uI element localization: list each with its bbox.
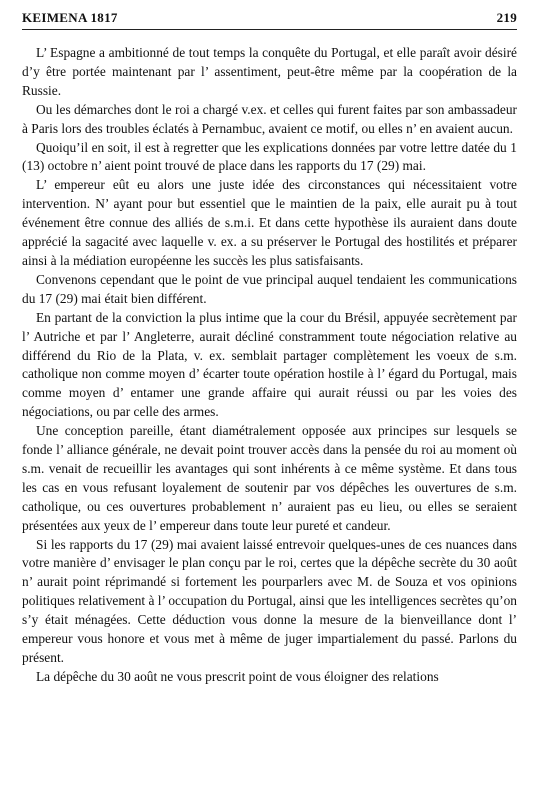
paragraph: La dépêche du 30 août ne vous prescrit point de vous éloigner des relations: [36, 668, 439, 684]
page-number: 219: [496, 10, 517, 25]
paragraph: Si les rapports du 17 (29) mai avaient laissé entrevoir quelques-unes de ces nuances dans votre manière d’ envisager le plan conçu par le roi, certes que la dépêche secrète du 30 août n’ aurait point réprimandé si fortement les pourparlers avec M. de Souza et vos opinions politiques relativement à l’ occupation du Portugal, ainsi que les intelligences secrètes qu’on s’y était ménagées. Cette déduction vous donne la mesure de la bienveillance dont l’ empereur vous honore et vous met à même de juger impartialement du passé. Parlons du présent.: [22, 536, 517, 665]
document-page: [22, 10, 517, 687]
body-text: [22, 44, 517, 687]
paragraph: L’ Espagne a ambitionné de tout temps la conquête du Portugal, et elle paraît avoir désiré d’y être portée maintenant par l’ assentiment, peut-être même par la coopération de la Russie.: [22, 45, 517, 98]
paragraph: Une conception pareille, étant diamétralement opposée aux principes sur lesquels se fonde l’ alliance générale, ne devait point trouver accès dans la pensée du roi au moment où s.m. venait de recueillir les avantages qui sont inhérents à ce même système. Et dans tous les cas en vous refusant loyalement de soutenir par vos dépêches les ouvertures de s.m. catholique, ou ces ouvertures probablement n’ auraient pas eu lieu, ou elles se seraient présentées aux yeux de l’ empereur dans toute leur pureté et candeur.: [22, 423, 517, 533]
paragraph: En partant de la conviction la plus intime que la cour du Brésil, appuyée secrètement par l’ Autriche et par l’ Angleterre, aurait décliné constramment toute négociation relative au différend du Rio de la Plata, v. ex. semblait partager complètement les voeux de s.m. catholique non comme moyen d’ écarter toute opération hostile à l’ égard du Portugal, mais comme moyen d’ entamer une grande affaire qui aurait réussi ou par les voies des négociations, ou par celle des armes.: [22, 309, 517, 420]
running-title: KEIMENA 1817: [22, 10, 118, 25]
paragraph: L’ empereur eût eu alors une juste idée des circonstances qui nécessitaient votre intervention. N’ ayant pour but essentiel que le maintien de la paix, elle aurait pu à tout événement être connue des alliés de s.m.i. Et dans cette hypothèse ils auraient dans doute apprécié la sagacité avec laquelle v. ex. a su préserver le Portugal des hostilités et préparer ainsi à la médiation européenne les succès les plus satisfaisants.: [22, 177, 517, 268]
paragraph: Convenons cependant que le point de vue principal auquel tendaient les communications du 17 (29) mai était bien différent.: [22, 271, 517, 306]
paragraph: Ou les démarches dont le roi a chargé v.ex. et celles qui furent faites par son ambassadeur à Paris lors des troubles éclatés à Pernambuc, avaient ce motif, ou elles n’ en avaient aucun.: [22, 101, 517, 136]
paragraph: Quoiqu’il en soit, il est à regretter que les explications données par votre lettre datée du 1 (13) octobre n’ aient point trouvé de place dans les rapports du 17 (29) mai.: [22, 139, 517, 174]
running-header: [22, 10, 517, 30]
